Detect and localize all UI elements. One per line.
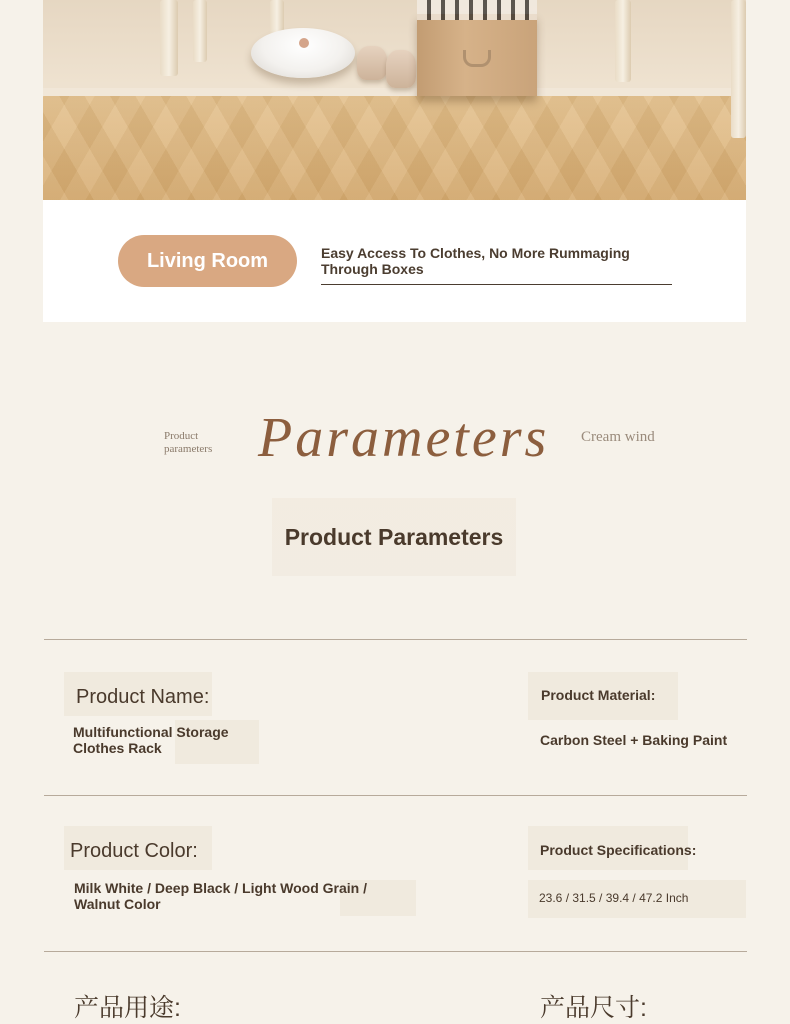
storage-box-handle bbox=[463, 50, 491, 67]
scene-info-panel bbox=[43, 200, 746, 322]
description-underline bbox=[321, 284, 672, 285]
robot-vacuum bbox=[251, 28, 355, 78]
shoe-left bbox=[357, 46, 387, 80]
product-material-value: Carbon Steel + Baking Paint bbox=[540, 732, 728, 748]
divider-3 bbox=[44, 951, 747, 952]
rack-leg-right bbox=[615, 0, 631, 82]
shoe-right bbox=[386, 50, 416, 88]
product-material-label: Product Material: bbox=[541, 687, 656, 703]
divider-1 bbox=[44, 639, 747, 640]
rack-leg-right-2 bbox=[731, 0, 746, 138]
scene-description: Easy Access To Clothes, No More Rummaging Through Boxes bbox=[321, 245, 630, 277]
rack-leg-left-2 bbox=[193, 0, 207, 62]
room-tag-button[interactable]: Living Room bbox=[118, 235, 297, 287]
heading-small-left: Product parameters bbox=[164, 430, 213, 455]
heading-small-right: Cream wind bbox=[581, 429, 655, 445]
heading-script-word: Parameters bbox=[258, 407, 550, 469]
hero-photo bbox=[43, 0, 746, 200]
product-size-label: 产品尺寸: bbox=[540, 994, 647, 1022]
storage-box-contents bbox=[417, 0, 537, 20]
rack-leg-left bbox=[160, 0, 178, 76]
robot-vacuum-sensor bbox=[299, 38, 309, 48]
divider-2 bbox=[44, 795, 747, 796]
product-spec-value: 23.6 / 31.5 / 39.4 / 47.2 Inch bbox=[539, 891, 689, 905]
product-spec-label: Product Specifications: bbox=[540, 842, 697, 858]
product-color-label: Product Color: bbox=[70, 840, 198, 862]
product-name-label: Product Name: bbox=[76, 686, 210, 708]
product-name-value: Multifunctional Storage Clothes Rack bbox=[73, 724, 229, 756]
product-usage-label: 产品用途: bbox=[74, 994, 181, 1022]
product-color-value: Milk White / Deep Black / Light Wood Grain / Walnut Color bbox=[74, 880, 367, 912]
section-title: Product Parameters bbox=[272, 498, 516, 576]
hero-baseboard bbox=[43, 88, 746, 96]
